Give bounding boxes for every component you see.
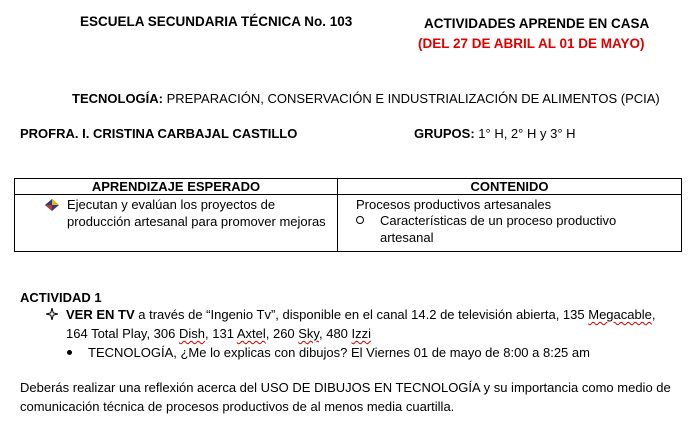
content-title: Procesos productivos artesanales <box>356 197 552 212</box>
instructions-line-1: Deberás realizar una reflexión acerca del USO DE DIBUJOS EN TECNOLOGÍA y su importancia como medio de <box>20 380 671 395</box>
school-name: ESCUELA SECUNDARIA TÉCNICA No. 103 <box>80 14 353 29</box>
tv-label: VER EN TV <box>66 307 135 322</box>
groups-value: 1° H, 2° H y 3° H <box>474 126 576 141</box>
channel-sky: Sky <box>298 326 319 341</box>
channel-axtel: Axtel <box>236 326 266 341</box>
channel-dish: Dish <box>179 326 206 341</box>
header-content: CONTENIDO <box>338 179 682 195</box>
activity-title: ACTIVIDAD 1 <box>20 290 102 305</box>
subject-line <box>72 91 660 106</box>
diamond-bullet-icon <box>45 199 59 211</box>
subject-value: PREPARACIÓN, CONSERVACIÓN E INDUSTRIALIZACIÓN DE ALIMENTOS (PCIA) <box>163 91 660 106</box>
instructions-line-2: comunicación técnica de procesos productivos de al menos media cuartilla. <box>20 399 455 414</box>
circle-bullet-icon <box>356 216 364 224</box>
tv-text-c: , <box>651 307 656 322</box>
groups-label: GRUPOS: <box>414 126 475 141</box>
expected-learning-cell <box>15 195 338 252</box>
program-line: TECNOLOGÍA, ¿Me lo explicas con dibujos? El Viernes 01 de mayo de 8:00 a 8:25 am <box>88 345 590 360</box>
subject-label: TECNOLOGÍA: <box>72 91 163 106</box>
tv-text-a: a través de “Ingenio Tv”, disponible en el canal 14.2 de televisión abierta, 135 <box>134 307 589 322</box>
tv-line-1 <box>66 305 655 324</box>
table-header-row <box>15 179 682 195</box>
table-row <box>15 195 682 252</box>
channel-megacable: Megacable <box>588 307 652 322</box>
dot-bullet-icon <box>67 350 72 355</box>
activities-title: ACTIVIDADES APRENDE EN CASA <box>424 16 650 31</box>
learning-table <box>14 178 682 252</box>
tv2-text-e: , 260 <box>265 326 299 341</box>
header-expected-learning: APRENDIZAJE ESPERADO <box>15 179 338 195</box>
teacher-name: PROFRA. I. CRISTINA CARBAJAL CASTILLO <box>20 126 298 141</box>
groups-line <box>414 126 576 141</box>
tv2-text-g: , 480 <box>318 326 352 341</box>
date-range: (DEL 27 DE ABRIL AL 01 DE MAYO) <box>418 36 645 51</box>
star-bullet-icon <box>46 308 58 320</box>
tv2-text-c: , 131 <box>205 326 237 341</box>
content-cell <box>338 195 682 252</box>
expected-learning-text: Ejecutan y evalúan los proyectos de producción artesanal para promover mejoras <box>67 197 326 229</box>
tv2-text-a: 164 Total Play, 306 <box>66 326 179 341</box>
content-item: Características de un proceso productivo artesanal <box>380 213 617 245</box>
channel-izzi: Izzi <box>351 326 372 341</box>
tv-line-2 <box>66 324 371 343</box>
